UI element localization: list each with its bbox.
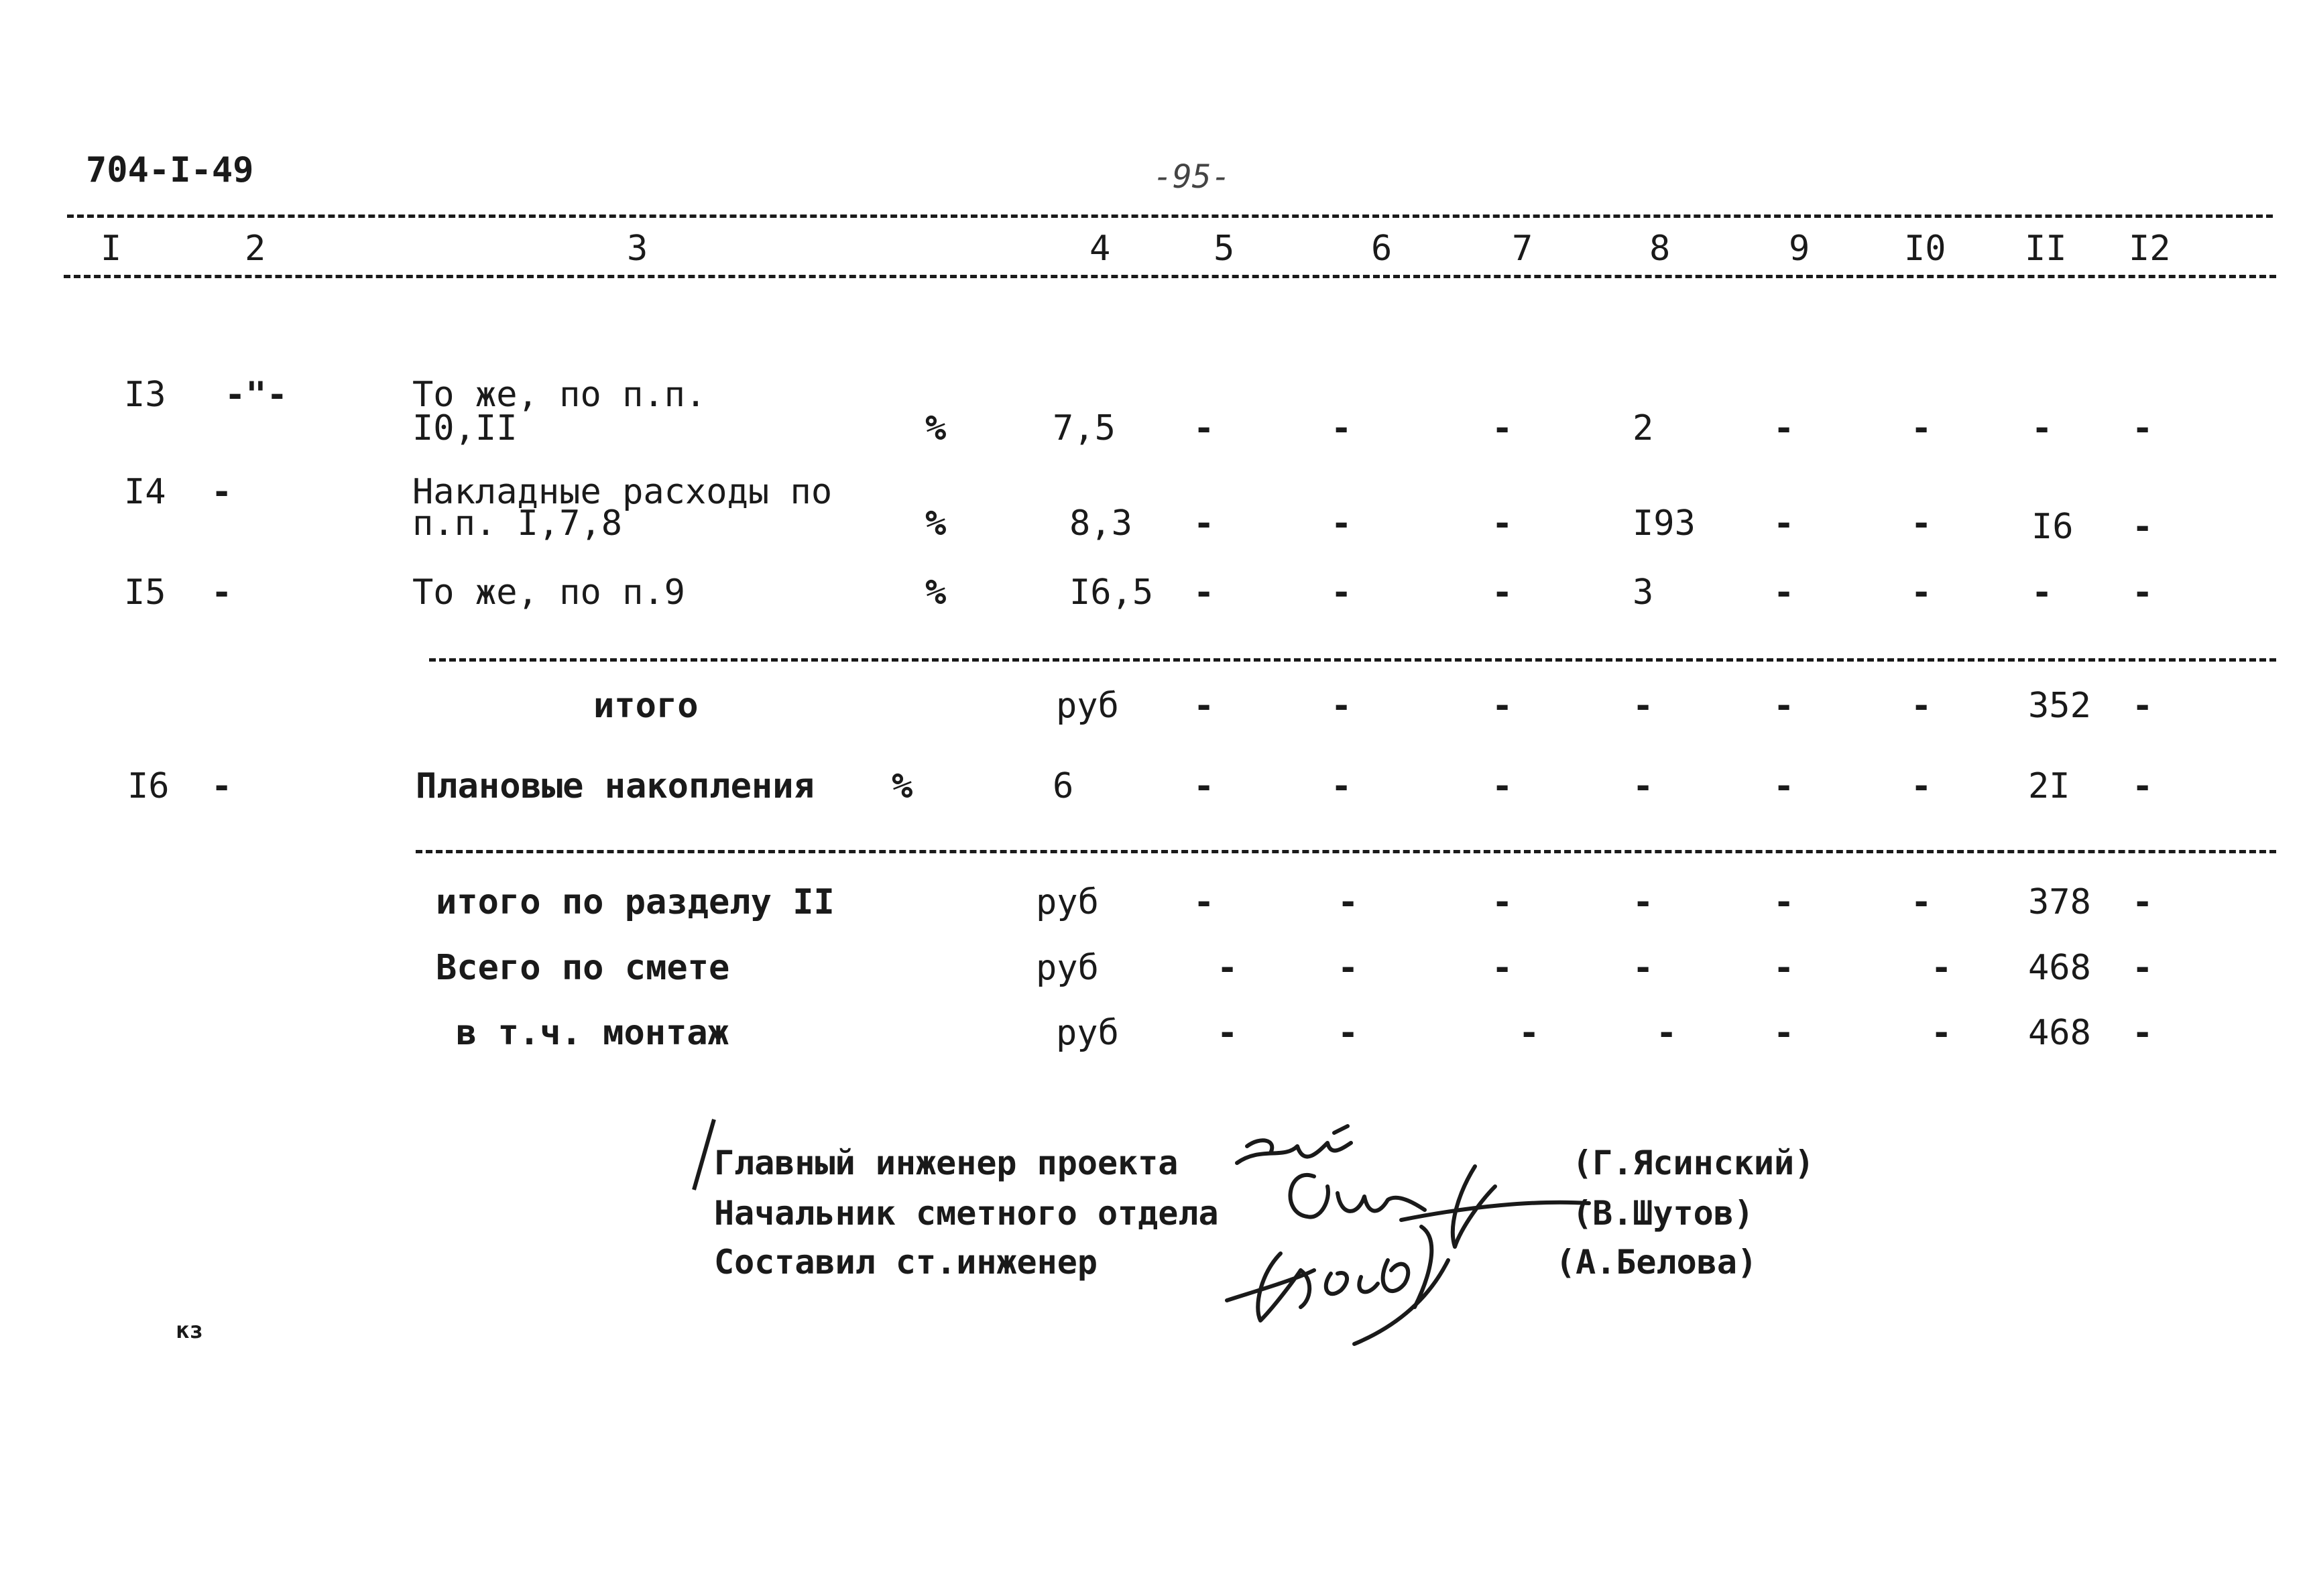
total-col5: - [1217,948,1238,988]
signature-role-1: Главный инженер проекта [714,1144,1179,1182]
total-col8: - [1656,1013,1677,1053]
col-header-8: 8 [1649,229,1671,269]
row-number: I6 [127,766,170,806]
total-col11: 468 [2028,1013,2091,1053]
row-col4: 7,5 [1053,408,1116,448]
total-col7: - [1492,948,1513,988]
total-col10: - [1931,948,1952,988]
total-col8: - [1633,948,1654,988]
row-col5: - [1193,766,1215,806]
row-col11: 2I [2028,766,2070,806]
row-code: - [211,472,233,512]
row-col9: - [1773,503,1795,544]
row-col12: - [2132,572,2153,613]
row-col9: - [1773,766,1795,806]
total-col6: - [1338,882,1359,922]
row-col11: I6 [2031,507,2074,547]
row-name: То же, по п.9 [412,572,685,613]
total-col6: - [1338,948,1359,988]
subtotal-col10: - [1911,686,1932,726]
total-col8: - [1633,882,1654,922]
row-unit: % [925,408,947,448]
row-col4: 6 [1053,766,1074,806]
subtotal-col6: - [1331,686,1352,726]
row-col7: - [1492,408,1513,448]
total-unit: руб [1036,948,1099,988]
col-header-6: 6 [1371,229,1393,269]
col-header-11: II [2025,229,2067,269]
row-col7: - [1492,572,1513,613]
total-col11: 378 [2028,882,2091,922]
subtotal-unit: руб [1056,686,1119,726]
row-col10: - [1911,503,1932,544]
row-number: I4 [124,472,166,512]
col-header-12: I2 [2129,229,2171,269]
col-header-5: 5 [1214,229,1235,269]
row-col4: 8,3 [1069,503,1132,544]
signature-name-1: (Г.Ясинский) [1572,1144,1815,1182]
subtotal-col7: - [1492,686,1513,726]
total-unit: руб [1056,1013,1119,1053]
row-name-line2: п.п. I,7,8 [412,503,623,544]
total-col7: - [1492,882,1513,922]
total-col5: - [1193,882,1215,922]
row-col6: - [1331,572,1352,613]
row-col10: - [1911,408,1932,448]
row-col6: - [1331,766,1352,806]
row-number: I5 [124,572,166,613]
row-col5: - [1193,503,1215,544]
row-col7: - [1492,766,1513,806]
col-header-7: 7 [1512,229,1533,269]
subtotal-col8: - [1633,686,1654,726]
total-col9: - [1773,882,1795,922]
row-col9: - [1773,572,1795,613]
subtotal-label: итого [593,686,699,726]
col-header-9: 9 [1789,229,1810,269]
row-col7: - [1492,503,1513,544]
total-col12: - [2132,1013,2153,1053]
row-name-line2: I0,II [412,408,518,448]
row-col11: - [2031,408,2053,448]
row-col5: - [1193,572,1215,613]
row-name: Плановые накопления [416,766,815,806]
col-header-10: I0 [1904,229,1946,269]
total-label: итого по разделу II [436,882,835,922]
row-col8: - [1633,766,1654,806]
document-code: 704-I-49 [86,150,254,190]
row-col6: - [1331,408,1352,448]
corner-mark: кз [176,1317,203,1344]
signature-role-2: Начальник сметного отдела [714,1194,1219,1233]
row-col8: I93 [1633,503,1696,544]
row-col12: - [2132,766,2153,806]
row-col11: - [2031,572,2053,613]
subtotal-col9: - [1773,686,1795,726]
total-col9: - [1773,948,1795,988]
totals-rule [416,850,2276,853]
col-header-3: 3 [627,229,648,269]
subtotal-col5: - [1193,686,1215,726]
total-col11: 468 [2028,948,2091,988]
subtotal-rule [429,658,2276,662]
row-unit: % [925,572,947,613]
total-col5: - [1217,1013,1238,1053]
header-rule-top [67,214,2273,218]
total-label: в т.ч. монтаж [456,1013,729,1053]
handwritten-signatures [1160,1106,1596,1347]
row-col12: - [2132,408,2153,448]
row-unit: % [892,766,913,806]
row-col9: - [1773,408,1795,448]
signature-name-3: (А.Белова) [1555,1243,1758,1282]
total-col12: - [2132,882,2153,922]
page-number: -95- [1153,158,1231,196]
col-header-4: 4 [1089,229,1111,269]
row-unit: % [925,503,947,544]
row-col6: - [1331,503,1352,544]
subtotal-col12: - [2132,686,2153,726]
row-number: I3 [124,375,166,415]
row-name-line1: То же, по п.п. [412,375,707,415]
row-code: -"- [225,375,288,415]
col-header-2: 2 [245,229,266,269]
row-col10: - [1911,572,1932,613]
row-code: - [211,572,233,613]
row-col10: - [1911,766,1932,806]
header-rule-bottom [64,275,2276,278]
total-col6: - [1338,1013,1359,1053]
subtotal-col11: 352 [2028,686,2091,726]
total-col9: - [1773,1013,1795,1053]
row-col4: I6,5 [1069,572,1154,613]
total-col7: - [1519,1013,1540,1053]
row-col8: 3 [1633,572,1654,613]
col-header-1: I [101,229,122,269]
signature-role-3: Составил ст.инженер [714,1243,1098,1282]
row-col5: - [1193,408,1215,448]
row-code: - [211,766,233,806]
total-label: Всего по смете [436,948,730,988]
total-col12: - [2132,948,2153,988]
row-col8: 2 [1633,408,1654,448]
row-col12: - [2132,507,2153,547]
total-unit: руб [1036,882,1099,922]
total-col10: - [1931,1013,1952,1053]
total-col10: - [1911,882,1932,922]
signature-name-2: (В.Шутов) [1572,1194,1754,1233]
row-name-line1: Накладные расходы по [412,472,833,512]
